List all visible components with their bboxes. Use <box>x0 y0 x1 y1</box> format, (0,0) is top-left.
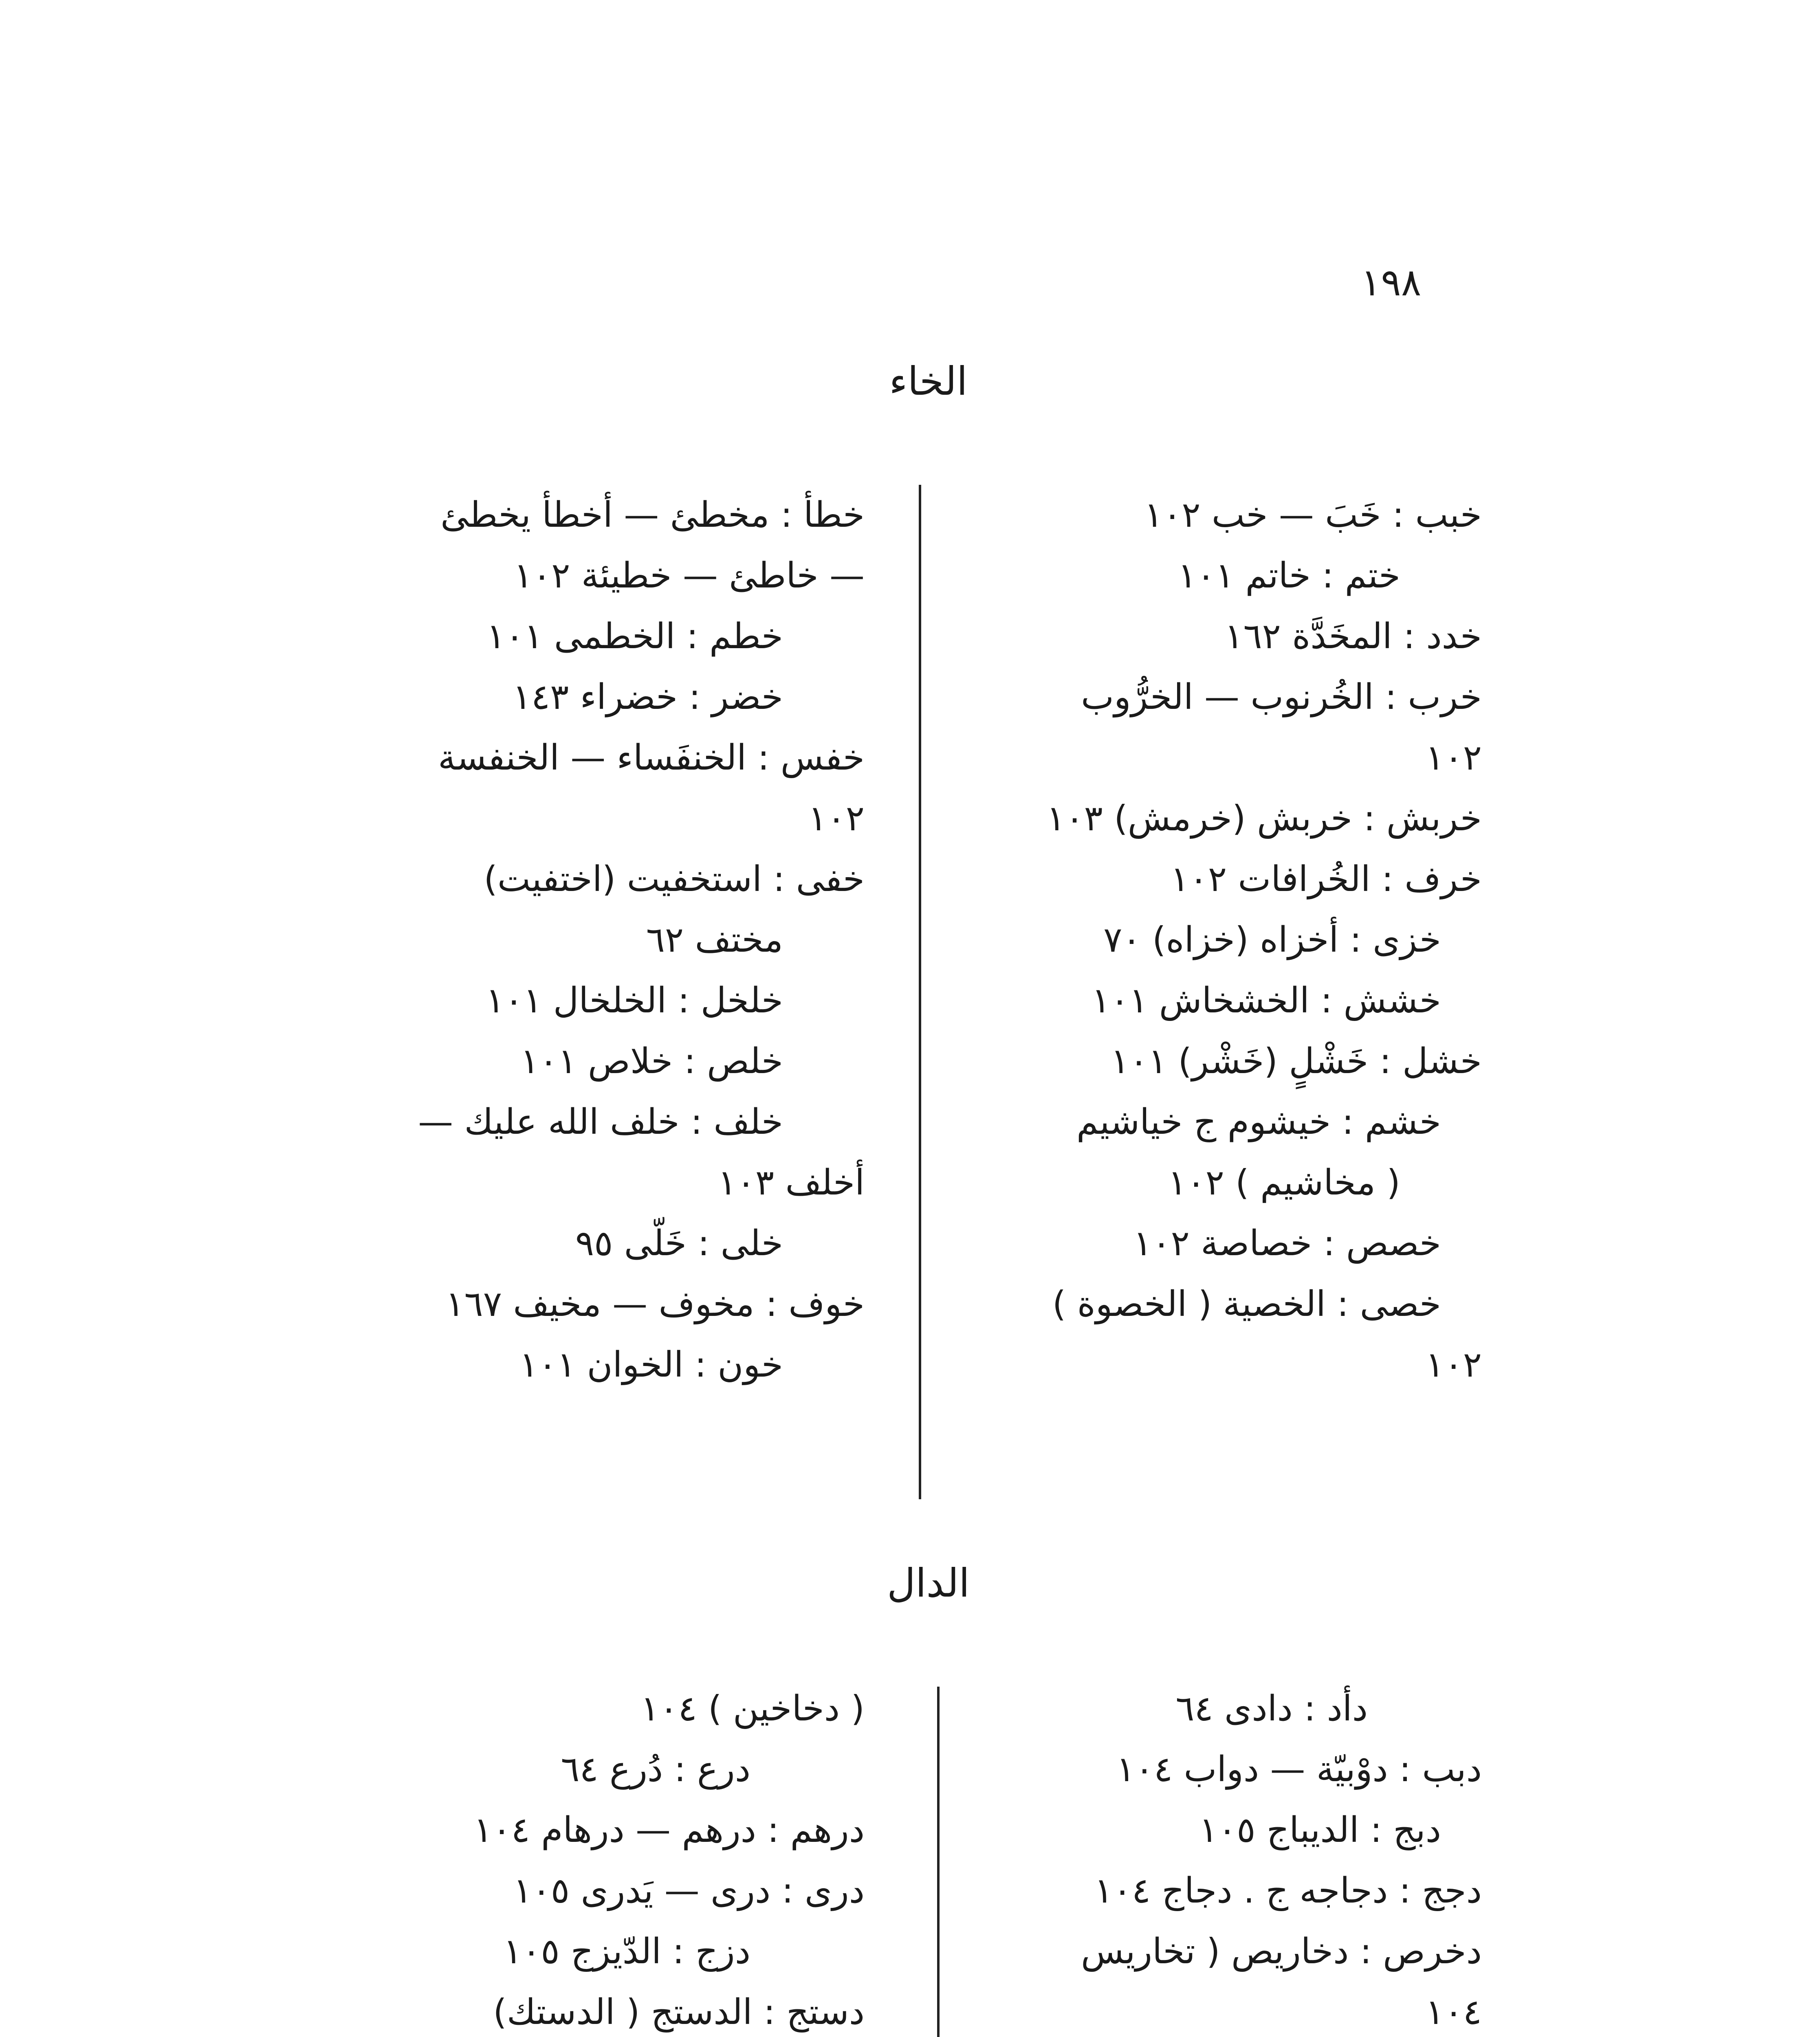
column-divider <box>919 485 921 1499</box>
entry: خلص : خلاص ١٠١ <box>520 1041 783 1082</box>
entry: دستج : الدستج ( الدستك) <box>493 1992 865 2033</box>
entry: أخلف ١٠٣ <box>717 1162 865 1203</box>
entry: ١٠٤ <box>1425 1992 1482 2033</box>
entry: خربش : خربش (خرمش) ١٠٣ <box>1046 798 1482 839</box>
entry: دبب : دوْبيّة — دواب ١٠٤ <box>1116 1749 1482 1790</box>
entry: درى : درى — يَدرى ١٠٥ <box>513 1870 865 1911</box>
entry: خبب : خَبَ — خب ١٠٢ <box>1144 495 1482 535</box>
entry: خون : الخوان ١٠١ <box>519 1344 783 1385</box>
entry: ( دخاخين ) ١٠٤ <box>640 1688 865 1729</box>
entry: دأد : دادى ٦٤ <box>1175 1688 1368 1729</box>
entry: خطم : الخطمى ١٠١ <box>486 616 783 657</box>
entry: دبج : الديباج ١٠٥ <box>1199 1810 1441 1850</box>
entry: خرف : الخُرافات ١٠٢ <box>1170 859 1482 900</box>
entry: درهم : درهم — درهام ١٠٤ <box>473 1810 865 1850</box>
entry: خفس : الخنفَساء — الخنفسة <box>438 737 865 778</box>
entry: ١٠٢ <box>1425 1344 1482 1385</box>
dal-left-column <box>274 1678 865 2037</box>
entry: مختف ٦٢ <box>646 920 783 960</box>
entry: خشش : الخشخاش ١٠١ <box>1091 980 1441 1021</box>
entry: دزج : الدّيزج ١٠٥ <box>503 1931 750 1972</box>
entry: دخرص : دخاريص ( تخاريس <box>1081 1931 1482 1972</box>
entry: خرب : الخُرنوب — الخرُّوب <box>1081 677 1482 717</box>
section-heading-kha: الخاء <box>889 359 968 404</box>
entry: ١٠٢ <box>1425 737 1482 778</box>
entry: ( مخاشيم ) ١٠٢ <box>1168 1162 1400 1203</box>
page-number: ١٩٨ <box>1361 261 1422 304</box>
entry: ١٠٢ <box>808 798 865 839</box>
kha-right-column <box>891 485 1482 1395</box>
kha-left-column <box>274 485 865 1395</box>
entry: خلى : خَلّى ٩٥ <box>575 1223 783 1264</box>
entry: خفى : استخفيت (اختفيت) <box>484 859 865 900</box>
entry: خطأ : مخطئ — أخطأ يخطئ <box>440 495 865 535</box>
entry: خصى : الخصية ( الخصوة ) <box>1052 1284 1441 1324</box>
entry: خلف : خلف الله عليك — <box>418 1102 783 1142</box>
entry: دجج : دجاجه ج . دجاج ١٠٤ <box>1094 1870 1482 1911</box>
dal-right-column <box>891 1678 1482 2037</box>
entry: خشم : خيشوم ج خياشيم <box>1076 1102 1441 1142</box>
section-heading-dal: الدال <box>887 1560 970 1606</box>
entry: خدد : المخَدَّة ١٦٢ <box>1224 616 1482 657</box>
entry: خلخل : الخلخال ١٠١ <box>485 980 783 1021</box>
entry: خصص : خصاصة ١٠٢ <box>1133 1223 1441 1264</box>
entry: خوف : مخوف — مخيف ١٦٧ <box>445 1284 865 1324</box>
entry: — خاطئ — خطيئة ١٠٢ <box>513 555 865 596</box>
entry: ختم : خاتم ١٠١ <box>1177 555 1400 596</box>
entry: خشل : خَشْلٍ (خَشْر) ١٠١ <box>1110 1041 1482 1082</box>
entry: خزى : أخزاه (خزاه) ٧٠ <box>1103 920 1441 960</box>
entry: درع : دُرع ٦٤ <box>561 1749 750 1790</box>
entry: خضر : خضراء ١٤٣ <box>512 677 783 717</box>
column-divider <box>937 1687 940 2037</box>
